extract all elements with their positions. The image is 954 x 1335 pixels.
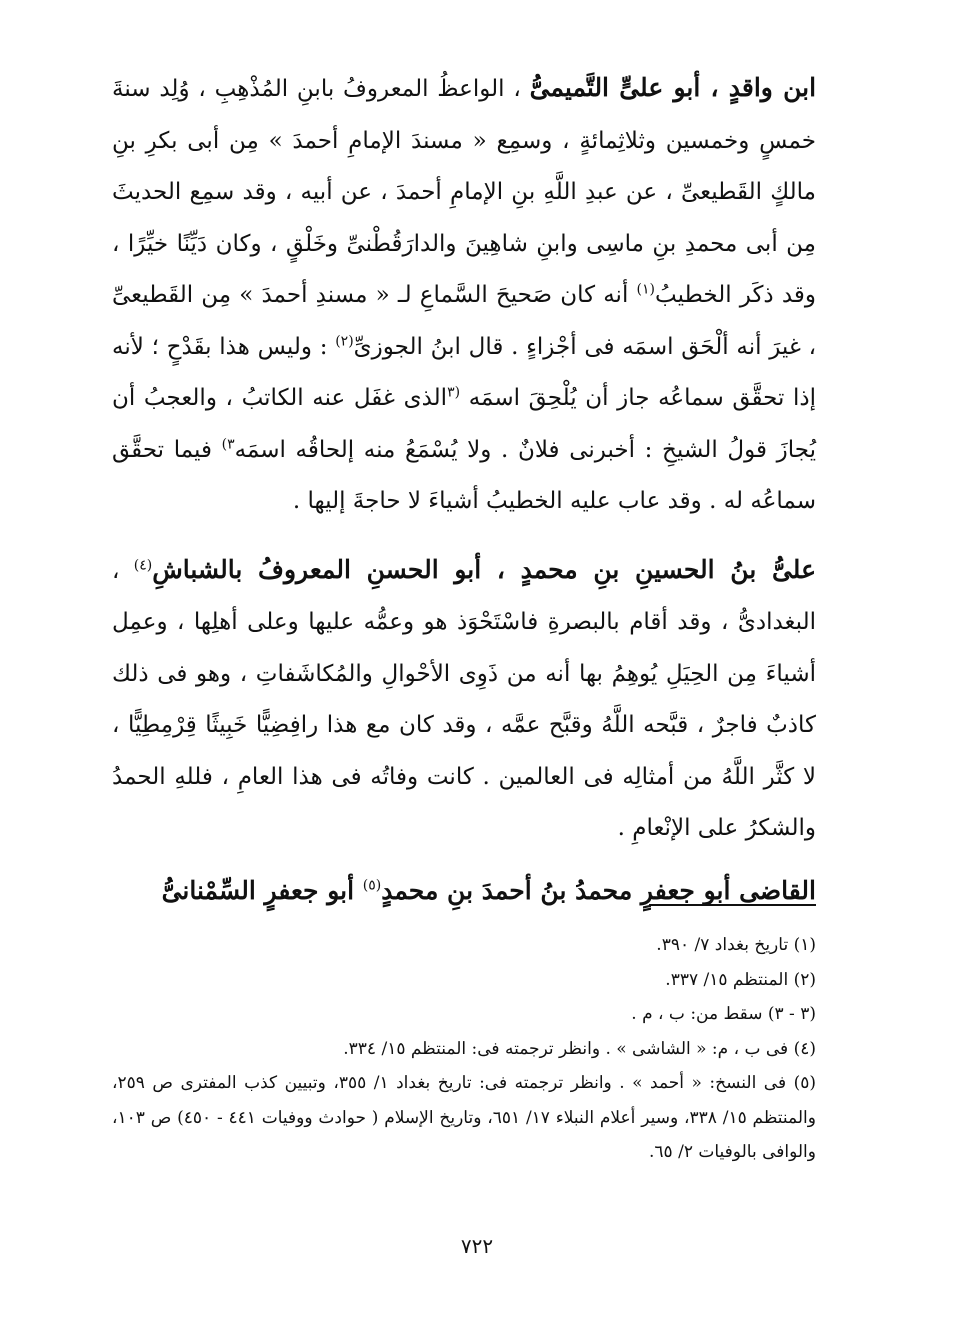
footnote-marker: ٣) [221, 435, 235, 452]
entry-body: الذى غفَل عنه الكاتبُ ، والعجبُ أن يُجازَ قولُ الشيخِ : أخبرنى فلانٌ . ولا يُسْمَعُ منه إلحاقُه اسمَه [112, 385, 816, 463]
footnote-marker: (٤) [133, 556, 153, 573]
entry-body: أنه كان صَحيحَ السَّماعِ لـ « مسندِ أحمدَ » مِن القَطيعىِّ ، غيرَ أنه ألْحَق اسمَه فى أجْزاءٍ . قال ابنُ الجوزىِّ [112, 282, 817, 360]
main-text [112, 62, 816, 941]
entry-body: فيما تحقَّق سماعُه له . وقد عاب عليه الخطيبُ أشياءَ لا حاجةَ إليها . [112, 436, 816, 514]
footnote-1: (١) تاريخ بغداد ٧/ ٣٩٠. [656, 935, 816, 955]
footnote-3: (٣ - ٣) سقط من: ب ، م . [631, 1004, 816, 1024]
footnote-2: (٢) المنتظم ١٥/ ٣٣٧. [665, 969, 816, 990]
entry-title: القاضى أبو جعفرٍ محمدُ بنُ أحمدَ بنِ محمدٍ [381, 875, 816, 905]
footnote-marker: (٣ [447, 384, 461, 401]
page-number: ٧٢٢ [460, 1234, 494, 1258]
entry-title-continued: أبو جعفرٍ السِّمْنانىُّ [161, 875, 355, 905]
footnote-5: (٥) فى النسخ: « أحمد » . وانظر ترجمته فى: تاريخ بغداد ١/ ٣٥٥، وتبيين كذب المفترى ص ٢٥٩، والمنتظم ١٥/ ٣٣٨، وسير أعلام النبلاء ١٧/ ٦٥١، وتاريخ الإسلام ( حوادث ووفيات ٤٤١ - ٤٥٠) ص ١٠٣، والوافى بالوفيات ٢/ ٦٥. [112, 1073, 817, 1162]
entry-body: ، الواعظُ المعروفُ بابنِ المُذْهِبِ ، وُلِد سنةَ خمسٍ وخمسين وثلاثِمائةٍ ، وسمِع « مسندَ الإمامِ أحمدَ » مِن أبى بكرِ بنِ مالكٍ القَطيعىِّ ، عن عبدِ اللَّهِ بنِ الإمامِ أحمدَ ، عن أبيه ، وقد سمِع الحديثَ مِن أبى محمدِ بنِ ماسِى وابنِ شاهِينَ والدارَقُطْنىِّ وخَلْقٍ ، وكان دَيِّنًا خيِّرًا ، وقد ذكَر الخطيبُ [112, 76, 816, 308]
footnote-marker: (١) [636, 281, 655, 298]
footnotes [112, 928, 816, 1170]
biography-entry-al-shabbash [112, 544, 816, 855]
biography-entry-ibn-waqid [112, 62, 816, 528]
entry-title: علىُّ بنُ الحسينِ بنِ محمدٍ ، أبو الحسنِ المعروفُ بالشباشِ [152, 554, 816, 584]
biography-entry-al-simnani [112, 865, 816, 917]
footnote-marker: (٥) [362, 877, 382, 894]
footnote-4: (٤) فى ب ، م: « الشاشى » . وانظر ترجمته فى: المنتظم ١٥/ ٣٣٤. [343, 1038, 816, 1059]
entry-title: ابن واقدٍ ، أبو علىٍّ التَّميمىُّ [529, 73, 817, 102]
entry-body: ، البغدادىُّ ، وقد أقام بالبصرةِ فاسْتَحْوَذ هو وعمُّه عليها وعلى أهلِها ، وعمِل أشياءَ مِن الحِيَلِ يُوهِمُ بها أنه من ذَوِى الأحْوالِ والمُكاشَفاتِ ، وهو فى ذلك كاذبٌ فاجرٌ ، قبَّحه اللَّهُ وقبَّح عمَّه ، وقد كان مع هذا رافِضِيًّا خَبِيثًا قِرْمِطِيًّا ، لا كثَّر اللَّهُ من أمثالِه فى العالمين . كانت وفاتُه فى هذا العامِ ، فللهِ الحمدُ والشكرُ على الإنْعامِ . [112, 557, 816, 841]
footnote-marker: (٢) [335, 332, 354, 349]
footnote-separator [649, 904, 816, 906]
entry-body: : وليس هذا بقَدْحٍ ؛ لأنه إذا تحقَّق سماعُه جاز أن يُلْحِقَ اسمَه [112, 333, 817, 411]
